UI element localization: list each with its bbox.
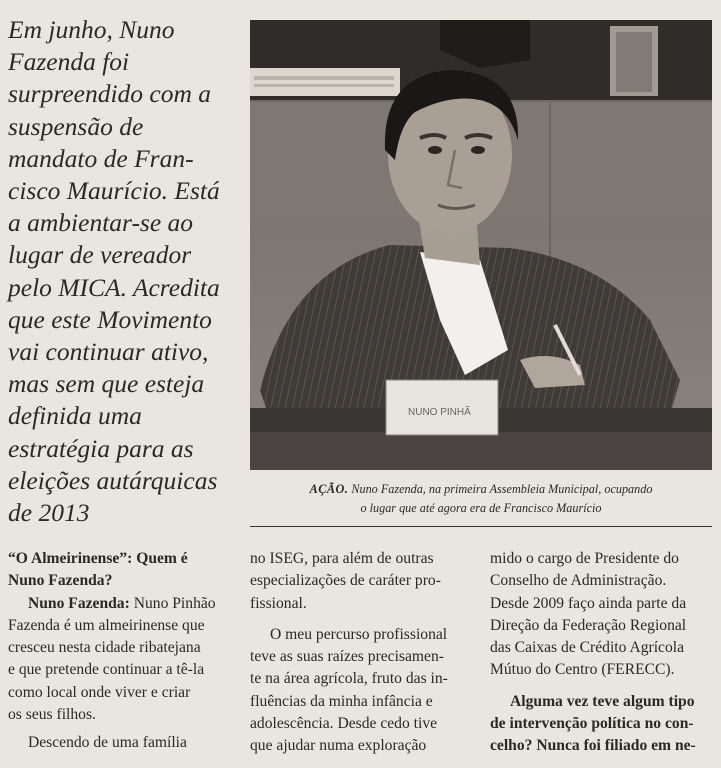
- body-line: teve as suas raízes precisamen-: [250, 648, 444, 666]
- body-line: das Caixas de Crédito Agrícola: [490, 639, 685, 657]
- lead-line: surpreendido com a: [8, 79, 212, 109]
- body-line: Direção da Federação Regional: [490, 616, 687, 634]
- body-line: Descendo de uma família: [28, 734, 187, 752]
- body-line: cresceu nesta cidade ribatejana: [8, 639, 201, 657]
- body-line: Fazenda é um almeirinense que: [8, 616, 205, 634]
- body-line: especializações de caráter pro-: [250, 572, 441, 590]
- article-column-1: [8, 548, 234, 755]
- lead-line: que este Movimento: [8, 304, 212, 334]
- question-line: de intervenção política no con-: [490, 715, 694, 733]
- photo-illustration: [250, 20, 712, 470]
- question-line: Nuno Fazenda?: [8, 572, 113, 590]
- question-line: celho? Nunca foi filiado em ne-: [490, 737, 696, 755]
- lead-line: mandato de Fran-: [8, 143, 194, 173]
- body-line: e que pretende continuar a tê-la: [8, 661, 205, 679]
- lead-line: lugar de vereador: [8, 240, 192, 270]
- body-line: como local onde viver e criar: [8, 683, 191, 701]
- body-line: Desde 2009 faço ainda parte da: [490, 594, 687, 612]
- lead-line: suspensão de: [8, 111, 144, 141]
- article-column-3: [490, 548, 714, 758]
- lead-line: vai continuar ativo,: [8, 337, 209, 367]
- body-line: os seus filhos.: [8, 706, 96, 724]
- caption-divider: [250, 526, 712, 527]
- body-line: que ajudar numa exploração: [250, 737, 427, 755]
- body-line: Mútuo do Centro (FERECC).: [490, 661, 675, 679]
- body-line: fissional.: [250, 594, 307, 612]
- body-line: O meu percurso profissional: [270, 625, 448, 643]
- caption-line: o lugar que até agora era de Francisco Maurício: [360, 501, 602, 515]
- caption-label: AÇÃO.: [309, 482, 349, 496]
- lead-paragraph: [8, 14, 240, 529]
- lead-line: estratégia para as: [8, 433, 194, 463]
- question-line: “O Almeirinense”: Quem é: [8, 550, 188, 567]
- body-line: adolescência. Desde cedo tive: [250, 715, 438, 733]
- nameplate-text: NUNO PINHÃ: [408, 407, 471, 418]
- speaker-label: Nuno Fazenda:: [28, 594, 130, 612]
- caption-line: [250, 480, 712, 499]
- body-line: mido o cargo de Presidente do: [490, 550, 679, 567]
- body-line: Conselho de Administração.: [490, 572, 667, 590]
- news-photo: [250, 20, 712, 470]
- lead-line: Fazenda foi: [8, 47, 130, 77]
- answer-line: [8, 593, 234, 615]
- lead-line: eleições autárquicas: [8, 465, 218, 495]
- lead-line: cisco Maurício. Está: [8, 176, 220, 206]
- lead-line: a ambientar-se ao: [8, 208, 194, 238]
- lead-line: mas sem que esteja: [8, 369, 205, 399]
- answer-text: Nuno Pinhão: [129, 594, 216, 612]
- lead-line: de 2013: [8, 498, 90, 528]
- caption-text: Nuno Fazenda, na primeira Assembleia Municipal, ocupando: [348, 482, 653, 496]
- photo-caption: [250, 480, 712, 518]
- lead-line: Em junho, Nuno: [8, 15, 175, 44]
- lead-line: pelo MICA. Acredita: [8, 272, 220, 302]
- article-column-2: [250, 548, 474, 758]
- question-line: Alguma vez teve algum tipo: [510, 692, 695, 710]
- body-line: no ISEG, para além de outras: [250, 550, 434, 567]
- body-line: fluências da minha infância e: [250, 692, 433, 710]
- lead-line: definida uma: [8, 401, 142, 431]
- body-line: te na área agrícola, fruto das in-: [250, 670, 448, 688]
